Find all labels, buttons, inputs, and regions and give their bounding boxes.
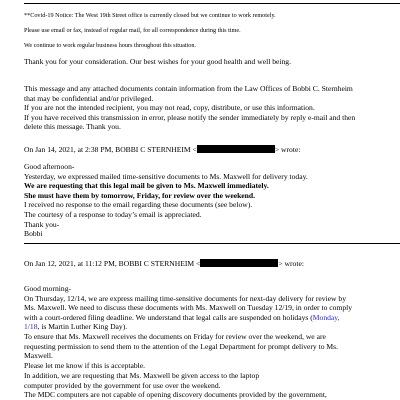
notice-hours: We continue to work regular business hours throughout this situation. [24,42,197,49]
email1-line: The courtesy of a response to today’s email is appreciated. [24,209,202,219]
email2-line: Ms. Maxwell. We need to discuss these documents with Ms. Maxwell on Tuesday 12/19, in order to comply [24,303,353,313]
email1-header-suffix: > wrote: [274,145,301,154]
email1-line: I received no response to the email regarding these documents (see below). [24,200,253,210]
email2-body-continued [24,371,396,400]
disclaimer-line: This message and any attached documents contain information from the Law Offices of Bobbi C. Sternheim [24,84,353,93]
covid-notice [24,12,396,20]
email1-thanks: Thank you- [24,219,60,229]
email2-line: To ensure that Ms. Maxwell receives the documents on Friday for review over the weekend, we are [24,331,326,341]
email2-line: , is Martin Luther King Day). [37,322,128,332]
email1-greeting: Good afternoon- [24,162,75,171]
email2-line: Maxwell. [24,351,53,361]
notice-covid: **Covid-19 Notice: The West 19th Street office is currently closed but we continue to work remotely. [24,12,276,19]
email2-line: Please let me know if this is acceptable. [24,360,146,370]
email-divider [24,243,400,244]
top-divider [24,3,400,4]
redacted-email-address [197,145,275,153]
thanks-block [24,57,396,67]
email2-body [24,284,396,370]
disclaimer-line: If you are not the intended recipient, you may not read, copy, distribute, or use this information. [24,103,315,113]
email1-signature: Bobbi [24,229,43,239]
holiday-link[interactable]: Monday, [312,312,340,322]
redacted-email-address [200,259,278,267]
notice-email-fax: Please use email or fax, instead of regular mail, for all correspondence during this time. [24,27,241,34]
email1-bold-line: She must have them by tomorrow, Friday, for review over the weekend. [24,190,256,200]
email1-line: Yesterday, we expressed mailed time-sensitive documents to Ms. Maxwell for delivery today. [24,171,308,181]
date-link[interactable]: 1/18 [24,322,38,332]
disclaimer-line: delete this message. Thank you. [24,122,121,132]
email2-line: computer provided by the government for use over the weekend. [24,380,221,390]
disclaimer-line: If you have received this transmission in error, please notify the sender immediately by reply e-mail and then [24,112,356,122]
confidentiality-disclaimer [24,84,396,132]
email2-header-prefix: On Jan 12, 2021, at 11:12 PM, BOBBI C STERNHEIM < [24,259,201,268]
email1-body [24,162,396,239]
email1-header-prefix: On Jan 14, 2021, at 2:38 PM, BOBBI C STERNHEIM < [24,145,197,154]
email1-bold-line: We are requesting that this legal mail be given to Ms. Maxwell immediately. [24,181,269,191]
email2-line: The MDC computers are not capable of opening discovery documents provided by the government, [24,390,327,400]
email2-line: On Thursday, 12/14, we are express mailing time-sensitive documents for next-day delivery for review by [24,293,347,303]
email2-header [24,259,396,269]
email2-line: requesting permission to send them to the attention of the Legal Department for prompt delivery to Ms. [24,341,339,351]
email2-line: with a court-ordered filing deadline. We understand that legal calls are suspended on holidays ( [24,312,313,322]
disclaimer-line: that may be confidential and/or privileged. [24,93,154,103]
email2-line: In addition, we are requesting that Ms. Maxwell be given access to the laptop [24,371,260,380]
email1-header [24,145,396,155]
email2-header-suffix: > wrote: [278,259,304,268]
email2-greeting: Good morning- [24,284,72,293]
notice-email-fax-block [24,27,396,35]
thanks-line: Thank you for your consideration. Our best wishes for your good health and well being. [24,57,291,66]
notice-hours-block [24,42,396,50]
